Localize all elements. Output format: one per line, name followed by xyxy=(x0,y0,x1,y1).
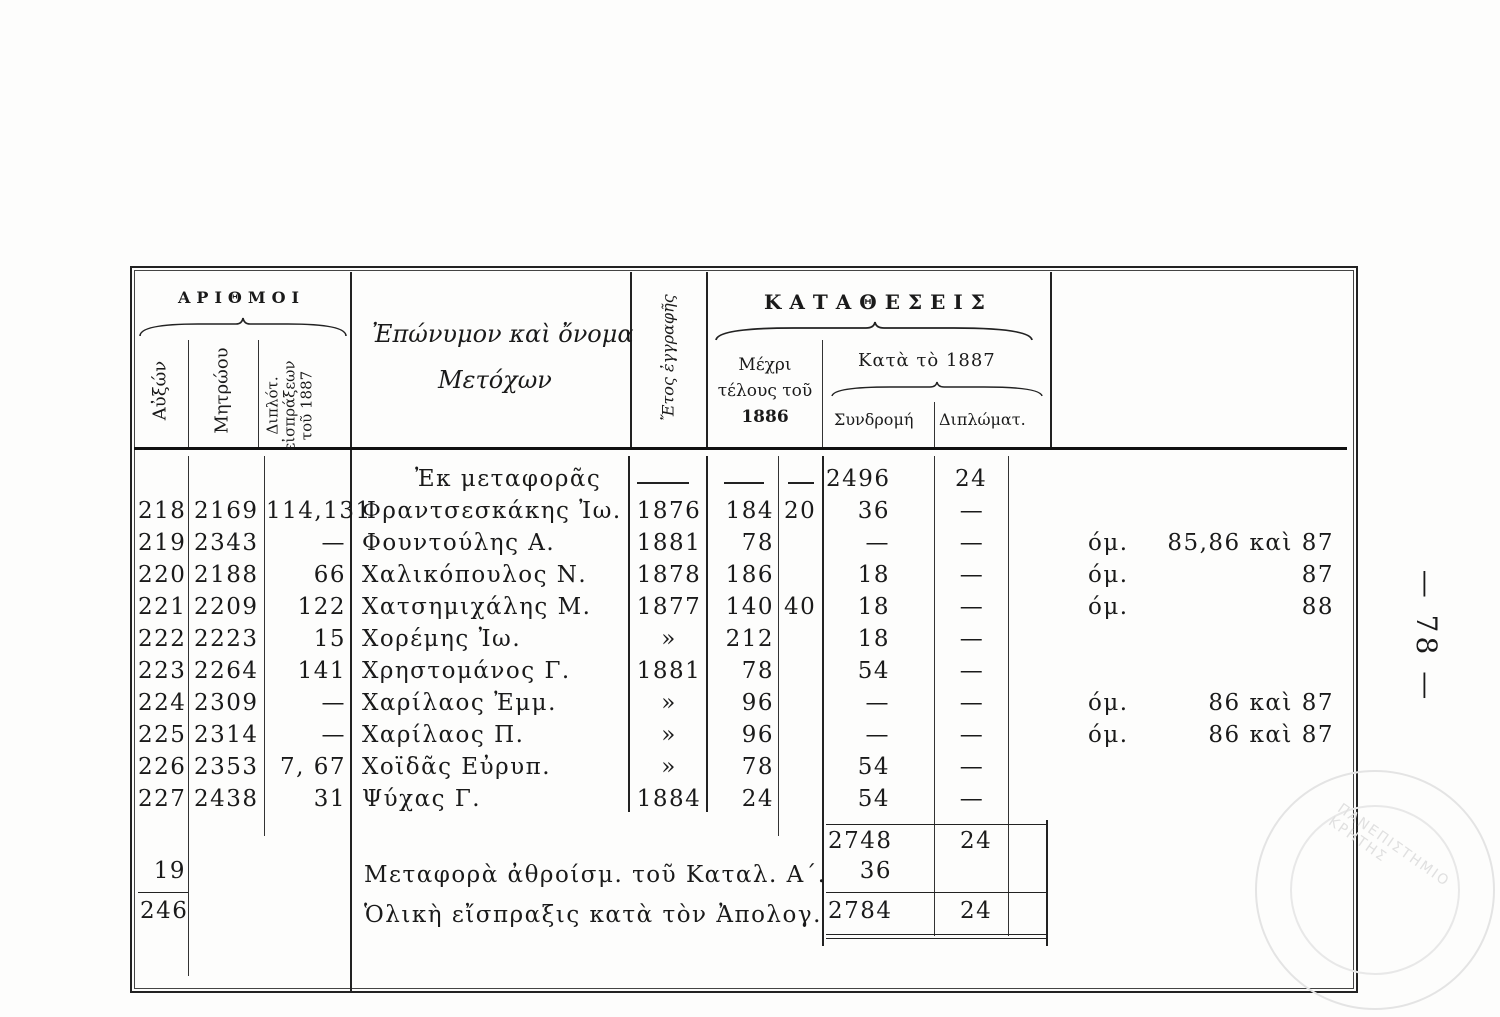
row-note-value: 87 xyxy=(1301,562,1334,588)
row-syndromi: 54 xyxy=(857,754,890,780)
row-diplomat: — xyxy=(959,690,985,716)
row-syndromi: 36 xyxy=(857,498,890,524)
column-divider xyxy=(1050,272,1052,450)
header-diplot: Διπλότ. εἰσπράξεων τοῦ 1887 xyxy=(263,360,316,451)
row-mexri: 78 xyxy=(741,530,774,556)
row-etos: 1877 xyxy=(636,594,702,620)
brace-arithmoi xyxy=(138,316,348,340)
column-divider xyxy=(778,456,779,836)
row-syndromi: 18 xyxy=(857,562,890,588)
row-mitroou: 2314 xyxy=(194,722,259,748)
header-arithmoi: ΑΡΙΘΜΟΙ xyxy=(178,288,305,307)
header-katatheseis: ΚΑΤΑΘΕΣΕΙΣ xyxy=(764,290,993,314)
row-diplomat: — xyxy=(959,658,985,684)
header-mexri: Μέχρι τέλους τοῦ 1886 xyxy=(717,355,813,427)
total-label: Ὁλικὴ εἴσπραξις κατὰ τὸν Ἀπολογ. xyxy=(364,902,822,928)
header-rule xyxy=(134,447,1347,450)
column-divider xyxy=(1008,456,1009,936)
page-number: — 78 — xyxy=(1410,569,1444,704)
row-mitroou: 2209 xyxy=(194,594,259,620)
row-mexri: 212 xyxy=(725,626,774,652)
row-mexri-b: 40 xyxy=(784,594,817,620)
row-etos: » xyxy=(661,722,677,748)
row-name: Φουντούλης Α. xyxy=(362,530,556,556)
column-divider xyxy=(706,456,708,812)
header-name-2: Μετόχων xyxy=(438,366,552,394)
row-diplomat: — xyxy=(959,754,985,780)
column-divider xyxy=(258,340,259,450)
row-mexri: 186 xyxy=(725,562,774,588)
row-mexri: 184 xyxy=(725,498,774,524)
carry-sum-label: Μεταφορὰ ἀθροίσμ. τοῦ Καταλ. Α΄. xyxy=(364,862,827,888)
column-divider xyxy=(822,340,823,450)
total-diplomat: 24 xyxy=(960,898,993,924)
row-diplomat: — xyxy=(959,594,985,620)
carry-diplomat: 24 xyxy=(955,466,988,492)
column-divider xyxy=(1046,820,1048,946)
row-etos: 1884 xyxy=(636,786,702,812)
row-diplot: 7, 67 xyxy=(279,754,346,780)
brace-kata xyxy=(830,380,1044,400)
row-note-value: 86 καὶ 87 xyxy=(1208,722,1334,748)
row-auxon: 220 xyxy=(138,562,187,588)
row-diplot: — xyxy=(321,530,346,556)
row-name: Χαλικόπουλος Ν. xyxy=(362,562,588,588)
row-note-value: 85,86 καὶ 87 xyxy=(1167,530,1334,556)
column-divider xyxy=(188,340,189,450)
column-divider xyxy=(628,456,630,812)
row-mitroou: 2438 xyxy=(194,786,259,812)
row-auxon: 225 xyxy=(138,722,187,748)
row-note: όμ. xyxy=(1088,594,1129,620)
total-rule xyxy=(826,892,1046,893)
row-diplot: — xyxy=(321,722,346,748)
row-mexri: 78 xyxy=(741,754,774,780)
row-etos: 1881 xyxy=(636,530,702,556)
row-syndromi: — xyxy=(865,722,890,748)
row-mitroou: 2188 xyxy=(194,562,259,588)
row-diplomat: — xyxy=(959,562,985,588)
row-auxon: 221 xyxy=(138,594,187,620)
row-syndromi: — xyxy=(865,530,890,556)
row-name: Χορέμης Ἰω. xyxy=(362,626,522,652)
row-etos: 1876 xyxy=(636,498,702,524)
row-mitroou: 2353 xyxy=(194,754,259,780)
row-etos: » xyxy=(661,626,677,652)
row-etos: » xyxy=(661,754,677,780)
row-mexri: 96 xyxy=(741,722,774,748)
row-diplot: — xyxy=(321,690,346,716)
row-mexri-b: 20 xyxy=(784,498,817,524)
carry-mexri-dash xyxy=(724,482,764,484)
row-auxon: 223 xyxy=(138,658,187,684)
row-note: όμ. xyxy=(1088,690,1129,716)
row-mitroou: 2309 xyxy=(194,690,259,716)
header-name-1: Ἐπώνυμον καὶ ὄνομα xyxy=(372,320,634,348)
brace-katatheseis xyxy=(714,320,1034,344)
row-syndromi: 18 xyxy=(857,594,890,620)
total-underline-1 xyxy=(826,934,1046,935)
column-divider xyxy=(706,272,708,450)
stamp-text: ΠΑΝΕΠΙΣΤΗΜΙΟ ΚΡΗΤΗΣ xyxy=(1325,800,1453,891)
row-mitroou: 2264 xyxy=(194,658,259,684)
header-auxon: Αὐξών xyxy=(149,360,171,421)
row-syndromi: 54 xyxy=(857,786,890,812)
row-mexri: 140 xyxy=(725,594,774,620)
row-mitroou: 2223 xyxy=(194,626,259,652)
total-underline-2 xyxy=(826,938,1046,939)
row-name: Χρηστομάνος Γ. xyxy=(362,658,571,684)
row-name: Ψύχας Γ. xyxy=(362,786,482,812)
subtotal-syndromi: 2748 xyxy=(828,828,893,854)
row-syndromi: 18 xyxy=(857,626,890,652)
column-divider xyxy=(350,272,352,992)
carry-sum-syndromi: 36 xyxy=(859,858,892,884)
row-mitroou: 2169 xyxy=(194,498,259,524)
row-auxon: 218 xyxy=(138,498,187,524)
total-syndromi: 2784 xyxy=(828,898,893,924)
column-divider xyxy=(934,402,935,450)
row-mexri: 24 xyxy=(741,786,774,812)
column-divider xyxy=(264,456,265,836)
column-divider xyxy=(630,272,632,450)
row-diplomat: — xyxy=(959,722,985,748)
row-diplot: 66 xyxy=(313,562,346,588)
column-divider xyxy=(934,456,935,936)
row-name: Χοϊδᾶς Εὐρυπ. xyxy=(362,754,552,780)
row-diplomat: — xyxy=(959,530,985,556)
row-name: Φραντσεσκάκης Ἰω. xyxy=(362,498,622,524)
carry-count: 19 xyxy=(153,858,186,884)
row-auxon: 222 xyxy=(138,626,187,652)
total-count: 246 xyxy=(140,898,189,924)
row-syndromi: 54 xyxy=(857,658,890,684)
header-kata: Κατὰ τὸ 1887 xyxy=(858,350,996,371)
row-note-value: 88 xyxy=(1301,594,1334,620)
row-diplomat: — xyxy=(959,626,985,652)
subtotal-rule xyxy=(826,824,1046,825)
row-note: όμ. xyxy=(1088,722,1129,748)
header-mitroou: Μητρώου xyxy=(211,347,233,434)
row-auxon: 224 xyxy=(138,690,187,716)
row-name: Χαρίλαος Π. xyxy=(362,722,525,748)
row-diplomat: — xyxy=(959,786,985,812)
row-diplot: 31 xyxy=(313,786,346,812)
row-etos: 1878 xyxy=(636,562,702,588)
row-auxon: 219 xyxy=(138,530,187,556)
carry-syndromi: 2496 xyxy=(826,466,891,492)
row-diplot: 122 xyxy=(297,594,346,620)
row-diplot: 114,131 xyxy=(266,498,372,524)
carry-mexri-b-dash xyxy=(788,482,814,484)
row-diplot: 141 xyxy=(297,658,346,684)
header-etos: Ἔτος ἐγγραφῆς xyxy=(658,294,678,421)
row-auxon: 226 xyxy=(138,754,187,780)
row-mexri: 78 xyxy=(741,658,774,684)
row-diplot: 15 xyxy=(313,626,346,652)
row-note: όμ. xyxy=(1088,562,1129,588)
row-note-value: 86 καὶ 87 xyxy=(1208,690,1334,716)
row-diplomat: — xyxy=(959,498,985,524)
row-syndromi: — xyxy=(865,690,890,716)
row-etos: 1881 xyxy=(636,658,702,684)
row-auxon: 227 xyxy=(138,786,187,812)
row-mitroou: 2343 xyxy=(194,530,259,556)
row-etos: » xyxy=(661,690,677,716)
row-name: Χαρίλαος Ἐμμ. xyxy=(362,690,557,716)
subtotal-diplomat: 24 xyxy=(960,828,993,854)
row-name: Χατσημιχάλης Μ. xyxy=(362,594,592,620)
row-note: όμ. xyxy=(1088,530,1129,556)
header-syndromi: Συνδρομή xyxy=(834,410,914,429)
carry-etos-dash xyxy=(637,482,689,484)
carry-label: Ἐκ μεταφορᾶς xyxy=(415,466,602,492)
header-diplomat: Διπλώματ. xyxy=(939,410,1026,429)
row-mexri: 96 xyxy=(741,690,774,716)
count-rule xyxy=(138,892,188,893)
